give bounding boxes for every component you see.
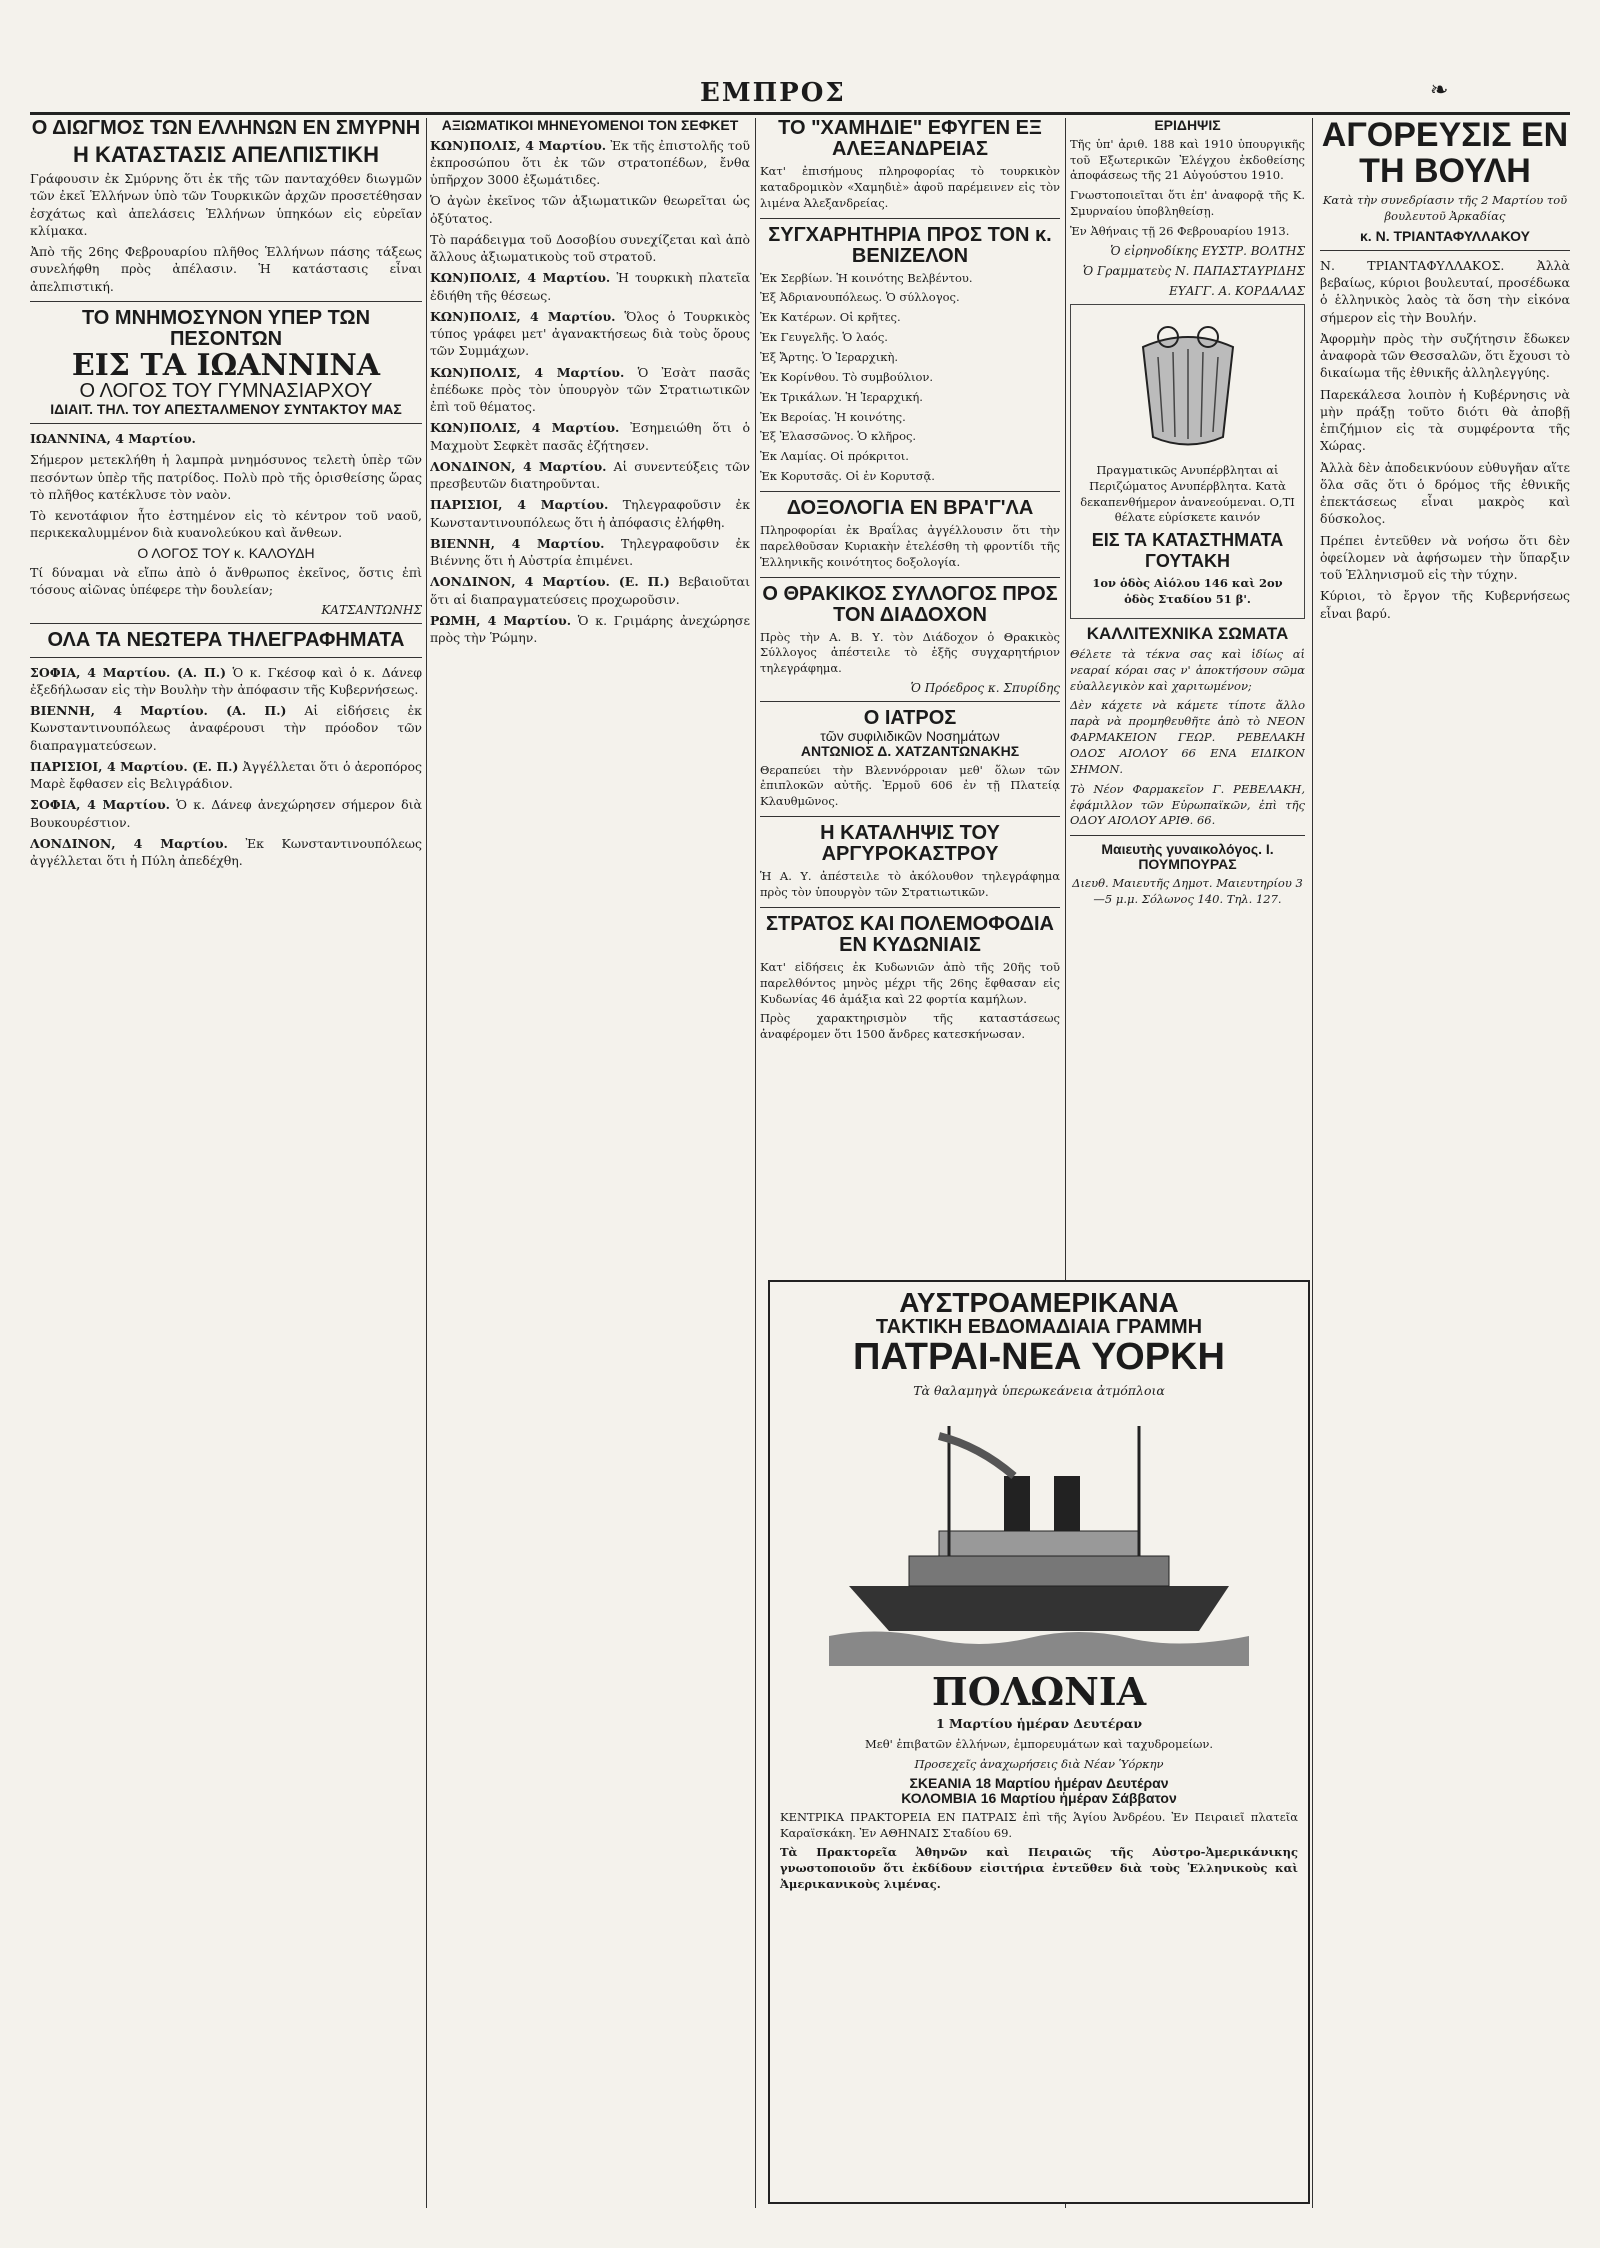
article-paragraph: Ἡ Α. Υ. ἀπέστειλε τὸ ἀκόλουθον τηλεγράφημα πρὸς τὸν ὑπουργὸν τῶν Στρατιωτικῶν. [760, 869, 1060, 899]
ad-paragraph: Τὰ Πρακτορεῖα Ἀθηνῶν καὶ Πειραιῶς τῆς Αὐστρο-Ἀμερικάνικης γνωστοποιοῦν ὅτι ἐκδίδουν εἰσιτήρια ἐντεῦθεν διὰ τοὺς Ἑλληνικοὺς καὶ Ἀμερικανικοὺς λιμένας. [780, 1845, 1298, 1892]
telegram-text: Ὁ κ. Γριμάρης ἀνεχώρησε πρὸς τὴν Ῥώμην. [430, 612, 750, 646]
dateline: ΠΑΡΙΣΙΟΙ, 4 Μαρτίου. (Ε. Π.) [30, 758, 239, 774]
ship-departure-date: 1 Μαρτίου ἡμέραν Δευτέραν [935, 1716, 1143, 1732]
article-paragraph: Παρεκάλεσα λοιπὸν ἡ Κυβέρνησις νὰ μὴν πράξῃ τοῦτο διότι θὰ ἀποβῇ ἐπιζήμιον εἰς τὰ συμφέροντα τῆς Χώρας. [1320, 386, 1570, 454]
column-1 [30, 118, 422, 2208]
telegram-text: Ὅλος ὁ Τουρκικὸς τύπος γράφει μετ' ἀγανακτήσεως διὰ τοὺς ὅρους τῶν Συμμάχων. [430, 308, 750, 359]
dateline: ΛΟΝΔΙΝΟΝ, 4 Μαρτίου. [30, 835, 228, 851]
ship-name: ΠΟΛΩΝΙΑ [931, 1668, 1147, 1714]
notice-paragraph: Τῆς ὑπ' ἀριθ. 188 καὶ 1910 ὑπουργικῆς τοῦ Εξωτερικῶν Ἐλέγχου ἐκδοθείσης ἀποφάσεως τῆς 21 Αὐγούστου 1910. [1070, 136, 1305, 183]
telegram-text: Ὁ κ. Γκέσοφ καὶ ὁ κ. Δάνεφ ἐξεδήλωσαν εἰς τὴν Βουλὴν τὴν ἀπόφασιν τῆς Κυβερνήσεως. [30, 664, 422, 697]
divider [30, 623, 422, 624]
column-divider [755, 118, 756, 2208]
column-4 [1070, 118, 1305, 1268]
headline-memorial: ΤΟ ΜΝΗΜΟΣΥΝΟΝ ΥΠΕΡ ΤΩΝ ΠΕΣΟΝΤΩΝ [81, 306, 371, 350]
divider [760, 577, 1060, 578]
article-paragraph: Τὸ κενοτάφιον ἦτο ἐστημένον εἰς τὸ κέντρον τοῦ ναοῦ, περικεκαλυμμένον διὰ κυανολεύκου καὶ ἄνθεων. [30, 508, 422, 541]
article-paragraph: Ἀφορμὴν πρὸς τὴν συζήτησιν ἔδωκεν ἀναφορὰ τῶν Θεσσαλῶν, ὅτι ἔχουσι τὸ δικαίωμα τῆς ἐθνικῆς ἀλληλεγγύης. [1320, 330, 1570, 381]
congratulations-item: Ἐκ Κορίνθου. Τὸ συμβούλιον. [760, 369, 934, 384]
divider [1070, 835, 1305, 836]
headline-telegrams: ΟΛΑ ΤΑ ΝΕΩΤΕΡΑ ΤΗΛΕΓΡΑΦΗΜΑΤΑ [47, 628, 405, 651]
subheadline: ΙΔΙΑΙΤ. ΤΗΛ. ΤΟΥ ΑΠΕΣΤΑΛΜΕΝΟΥ ΣΥΝΤΑΚΤΟΥ ΜΑΣ [50, 401, 402, 418]
article-paragraph: Τὸ παράδειγμα τοῦ Δοσοβίου συνεχίζεται καὶ ἀπὸ ἄλλους ἀξιωματικοὺς τοῦ στρατοῦ. [430, 231, 750, 265]
congratulations-item: Ἐκ Γευγελῆς. Ὁ λαός. [760, 330, 888, 345]
speech-subheading: Κατὰ τὴν συνεδρίασιν τῆς 2 Μαρτίου τοῦ βουλευτοῦ Ἀρκαδίας [1322, 193, 1568, 224]
congratulations-item: Ἐκ Σερβίων. Ἡ κοινότης Βελβέντου. [760, 270, 973, 285]
congratulations-item: Ἐκ Κορυτσᾶς. Οἱ ἐν Κορυτσᾷ. [760, 469, 935, 484]
divider [760, 218, 1060, 219]
telegram-text: Ἐκ τῆς ἐπιστολῆς τοῦ ἐκπροσώπου ὅτι ἐκ τῶν στρατοπέδων, ἔνθα ὑπῆρχον 3000 ἐξωμάτιδες. [430, 137, 750, 188]
headline-hamidie: ΤΟ "ΧΑΜΗΔΙΕ" ΕΦΥΓΕΝ ΕΞ ΑΛΕΞΑΝΔΡΕΙΑΣ [778, 118, 1042, 160]
dateline: ΛΟΝΔΙΝΟΝ, 4 Μαρτίου. (Ε. Π.) [430, 574, 670, 590]
column-divider [426, 118, 427, 2208]
headline-thracian: Ο ΘΡΑΚΙΚΟΣ ΣΥΛΛΟΓΟΣ ΠΡΟΣ ΤΟΝ ΔΙΑΔΟΧΟΝ [762, 582, 1058, 626]
telegram-text: Ἀγγέλλεται ὅτι ὁ ἀεροπόρος Μαρὲ ἔφθασεν εἰς Βελιγράδιον. [30, 758, 422, 792]
steamship-illustration [829, 1406, 1249, 1666]
article-paragraph: Τί δύναμαι νὰ εἴπω ἀπὸ ὁ ἄνθρωπος ἐκεῖνος, ὅστις ἐπὶ τόσους αἰῶνας ὑπέφερε τὴν δουλείαν; [30, 565, 422, 598]
divider [1320, 250, 1570, 251]
masthead [0, 70, 1600, 106]
divider [30, 301, 422, 302]
doctor-ad-heading: Μαιευτὴς γυναικολόγος. Ι. ΠΟΥΜΠΟΥΡΑΣ [1101, 841, 1274, 872]
article-paragraph: Γράφουσιν ἐκ Σμύρνης ὅτι ἐκ τῆς τῶν πανταχόθεν διωγμῶν τῶν ἐκεῖ Ἑλλήνων ὑπὸ τῶν Τουρκικῶν ἀρχῶν προσετέθησαν ἐσχάτως καὶ ἀπελάσεις Ἑλλήνων ὑπηκόων εἰς εὐρεῖαν κλίμακα. [30, 171, 422, 238]
ship-departure: ΣΚΕΑΝΙΑ 18 Μαρτίου ἡμέραν Δευτέραν [909, 1775, 1169, 1792]
signature: ΚΑΤΣΑΝΤΩΝΗΣ [321, 602, 422, 617]
divider [760, 816, 1060, 817]
headline-persecution: Ο ΔΙΩΓΜΟΣ ΤΩΝ ΕΛΛΗΝΩΝ ΕΝ ΣΜΥΡΝΗ [31, 118, 421, 139]
dateline: ΣΟΦΙΑ, 4 Μαρτίου. [30, 797, 171, 813]
shop-headline: ΕΙΣ ΤΑ ΚΑΤΑΣΤΗΜΑΤΑ ΓΟΥΤΑΚΗ [1091, 530, 1284, 572]
telegram-text: Αἱ εἰδήσεις ἐκ Κωνσταντινουπόλεως ἀναφέρουσι τὴν πρόοδον τῶν διαπραγματεύσεων. [30, 703, 422, 753]
dateline: ΣΟΦΙΑ, 4 Μαρτίου. (Α. Π.) [30, 664, 227, 680]
ad-headline-company: ΑΥΣΤΡΟΑΜΕΡΙΚΑΝΑ [899, 1287, 1179, 1318]
ad-subheading: Τὰ θαλαμηγὰ ὑπερωκεάνεια ἀτμόπλοια [913, 1383, 1165, 1399]
corset-illustration [1113, 317, 1263, 457]
headline-artistic-bodies: ΚΑΛΛΙΤΕΧΝΙΚΑ ΣΩΜΑΤΑ [1086, 624, 1289, 643]
article-paragraph: Πληροφορίαι ἐκ Βραΐλας ἀγγέλλουσιν ὅτι τὴν παρελθοῦσαν Κυριακὴν ἐτελέσθη τὴ φροντίδι τῆς Ἑλληνικῆς κοινότητος δοξολογία. [760, 523, 1060, 569]
ad-headline-line: ΤΑΚΤΙΚΗ ΕΒΔΟΜΑΔΙΑΙΑ ΓΡΑΜΜΗ [875, 1316, 1203, 1339]
headline-situation: Η ΚΑΤΑΣΤΑΣΙΣ ΑΠΕΛΠΙΣΤΙΚΗ [72, 142, 379, 167]
headline-kydoniai: ΣΤΡΑΤΟΣ ΚΑΙ ΠΟΛΕΜΟΦΟΔΙΑ ΕΝ ΚΥΔΩΝΙΑΙΣ [766, 912, 1054, 956]
article-paragraph: Κατ' ἐπισήμους πληροφορίας τὸ τουρκικὸν καταδρομικὸν «Χαμηδιὲ» ἀφοῦ παρέμεινεν εἰς τὸν λιμένα Ἀλεξανδρείας. [760, 164, 1060, 210]
corset-advertisement [1070, 304, 1305, 619]
corset-caption: Πραγματικῶς Ανυπέρβληται αἱ Περιζώματος Ανυπέρβλητα. Κατὰ δεκαπενθήμερον ἀνανεούμεναι. Ο,ΤΙ θέλατε εὑρίσκετε καινόν [1080, 462, 1295, 525]
headline-doctor: Ο ΙΑΤΡΟΣ [863, 707, 957, 730]
article-paragraph: Ὁ ἀγὼν ἐκεῖνος τῶν ἀξιωματικῶν θεωρεῖται ὡς ὀξύτατος. [430, 193, 750, 226]
doctor-specialty: τῶν συφιλιδικῶν Νοσημάτων [820, 728, 1000, 745]
congratulations-item: Ἐξ Ἄρτης. Ὁ Ἰεραρχικὴ. [760, 350, 898, 365]
dateline: ΡΩΜΗ, 4 Μαρτίου. [430, 612, 572, 628]
ad-paragraph: Τὸ Νέον Φαρμακεῖον Γ. ΡΕΒΕΛΑΚΗ, ἐφάμιλλον τῶν Εὐρωπαϊκῶν, ἐπὶ τῆς ΟΔΟΥ ΑΙΟΛΟΥ ΑΡΙΘ. 66. [1070, 781, 1305, 828]
column-2 [430, 118, 750, 2208]
article-paragraph: Θεραπεύει τὴν Βλεννόρροιαν μεθ' ὅλων τῶν ἐπιπλοκῶν αὐτῆς. Ἐρμοῦ 606 ἐν τῇ Πλατείᾳ Κλαυθμῶνος. [760, 762, 1060, 809]
telegram-text: Βεβαιοῦται ὅτι αἱ διαπραγματεύσεις προχωροῦσιν. [430, 574, 750, 607]
ad-paragraph: Θέλετε τὰ τέκνα σας καὶ ἰδίως αἱ νεαραί κόραι σας ν' ἀποκτήσουν σῶμα εὐαλλεγικὸν καὶ χαριτωμένον; [1070, 646, 1305, 693]
dateline: ΚΩΝ)ΠΟΛΙΣ, 4 Μαρτίου. [430, 364, 625, 380]
dateline: ΚΩΝ)ΠΟΛΙΣ, 4 Μαρτίου. [430, 137, 607, 153]
shipping-advertisement [768, 1280, 1310, 2204]
article-paragraph: Πρὸς χαρακτηρισμὸν τῆς καταστάσεως ἀναφέρομεν ὅτι 1500 ἄνδρες κατεσκήνωσαν. [760, 1011, 1060, 1042]
dateline: ΒΙΕΝΝΗ, 4 Μαρτίου. (Α. Π.) [30, 703, 287, 719]
ad-headline-route: ΠΑΤΡΑΙ-ΝΕΑ ΥΟΡΚΗ [853, 1336, 1225, 1379]
telegram-text: Ἡ τουρκικὴ πλατεῖα ἐδιήθη τῆς θέσεως. [430, 270, 750, 303]
article-paragraph: Ἀπὸ τῆς 26ης Φεβρουαρίου πλῆθος Ἑλλήνων πάσης τάξεως συνελήφθη πρὸς ἀπέλασιν. Ἡ κατάστασις εἶναι ἀπελπιστική. [30, 244, 422, 294]
speaker-name: κ. Ν. ΤΡΙΑΝΤΑΦΥΛΛΑΚΟΥ [1360, 228, 1530, 245]
ship-departure: ΚΟΛΟΜΒΙΑ 16 Μαρτίου ἡμέραν Σάββατον [901, 1790, 1177, 1807]
dateline: ΛΟΝΔΙΝΟΝ, 4 Μαρτίου. [430, 458, 607, 474]
congratulations-item: Ἐκ Κατέρων. Οἱ κρῆτες. [760, 310, 901, 325]
divider [760, 491, 1060, 492]
article-paragraph: Σήμερον μετεκλήθη ἡ λαμπρὰ μνημόσυνος τελετὴ ὑπὲρ τῶν πεσόντων ὑπὲρ τῆς πατρίδος. Πολὺ πρὸ τῆς ὁρισθείσης ὥρας τὸ πλῆθος κατέκλυσε τὸν ναὸν. [30, 452, 422, 502]
congratulations-item: Ἐξ Ἐλασσῶνος. Ὁ κλῆρος. [760, 429, 917, 444]
newspaper-title: ΕΜΠΡΟΣ [700, 78, 846, 108]
telegram-text: Αἱ συνεντεύξεις τῶν πρεσβευτῶν διατηροῦνται. [430, 458, 750, 492]
masthead-rule [30, 112, 1570, 115]
column-divider [1312, 118, 1313, 2208]
signature: Ὁ εἰρηνοδίκης ΕΥΣΤΡ. ΒΟΛΤΗΣ [1110, 243, 1305, 258]
headline-doxology: ΔΟΞΟΛΟΓΙΑ ΕΝ ΒΡΑ'Γ'ΛΑ [786, 497, 1034, 520]
notice-heading: ΕΡΙΔΗΨΙΣ [1154, 118, 1221, 133]
congratulations-item: Ἐξ Ἀδριανουπόλεως. Ὁ σύλλογος. [760, 290, 960, 305]
notice-paragraph: Γνωστοποιεῖται ὅτι ἐπ' ἀναφορᾷ τῆς Κ. Σμυρναίου ὑποβληθείσῃ. [1070, 188, 1305, 219]
notice-paragraph: Ἐν Ἀθήναις τῇ 26 Φεβρουαρίου 1913. [1070, 223, 1290, 238]
ad-paragraph: Προσεχεῖς ἀναχωρήσεις διὰ Νέαν Ὑόρκην [914, 1756, 1164, 1771]
article-paragraph: Κατ' εἰδήσεις ἐκ Κυδωνιῶν ἀπὸ τῆς 20ῆς τοῦ παρελθόντος μηνὸς μέχρι τῆς 26ης ἔφθασαν εἰς Κυδωνίας 46 ἁμάξια καὶ 22 φορτία καμήλων. [760, 959, 1060, 1006]
dateline: ΚΩΝ)ΠΟΛΙΣ, 4 Μαρτίου. [430, 270, 611, 286]
signature: Ὁ Πρόεδρος κ. Σπυρίδης [910, 681, 1060, 696]
article-paragraph: Κύριοι, τὸ ἔργον τῆς Κυβερνήσεως εἶναι βαρύ. [1320, 588, 1570, 621]
article-paragraph: Πρὸς τὴν Α. Β. Υ. τὸν Διάδοχον ὁ Θρακικὸς Σύλλογος ἀπέστειλε τὸ ἑξῆς συγχαρητήριον τηλεγράφημα. [760, 629, 1060, 676]
article-paragraph: Ν. ΤΡΙΑΝΤΑΦΥΛΛΑΚΟΣ. Ἀλλὰ βεβαίως, κύριοι βουλευταί, προσέδωκα ὁ ἑλληνικὸς λαὸς τὰ ὅση τὴν εἰκόνα σήμερον εἰς τὴν Βουλήν. [1320, 257, 1570, 325]
ad-paragraph: ΚΕΝΤΡΙΚΑ ΠΡΑΚΤΟΡΕΙΑ ΕΝ ΠΑΤΡΑΙΣ ἐπὶ τῆς Ἁγίου Ἀνδρέου. Ἐν Πειραιεῖ πλατεῖα Καραϊσκάκη. Ἐν ΑΘΗΝΑΙΣ Σταδίου 69. [780, 1809, 1298, 1840]
telegram-text: Ὁ κ. Δάνεφ ἀνεχώρησεν σήμερον διὰ Βουκουρέστιον. [30, 797, 422, 830]
dateline: ΚΩΝ)ΠΟΛΙΣ, 4 Μαρτίου. [430, 308, 616, 324]
dateline: ΙΩΑΝΝΙΝΑ, 4 Μαρτίου. [30, 431, 196, 447]
congratulations-item: Ἐκ Τρικάλων. Ἡ Ἱεραρχική. [760, 389, 923, 404]
divider [30, 423, 422, 424]
telegram-text: Ἐκ Κωνσταντινουπόλεως ἀγγέλλεται ὅτι ἡ Πύλη ἀπεδέχθη. [30, 835, 422, 869]
column-5 [1320, 118, 1570, 2208]
divider [760, 907, 1060, 908]
article-paragraph: Πρέπει ἐντεῦθεν νὰ νοήσω ὅτι δὲν ὀφείλομεν νὰ ἀφήσωμεν τὴν ὕπαρξιν τοῦ Ἑλληνισμοῦ εἰς τὴν τύχην. [1320, 532, 1570, 583]
doctor-name: ΑΝΤΩΝΙΟΣ Δ. ΧΑΤΖΑΝΤΩΝΑΚΗΣ [800, 742, 1020, 759]
article-subhead: ΑΞΙΩΜΑΤΙΚΟΙ ΜΗΝΕΥΟΜΕΝΟΙ ΤΟΝ ΣΕΦΚΕΤ [441, 118, 739, 133]
dateline: ΚΩΝ)ΠΟΛΙΣ, 4 Μαρτίου. [430, 420, 620, 436]
signature: Ὁ Γραμματεὺς Ν. ΠΑΠΑΣΤΑΥΡΙΔΗΣ [1082, 263, 1305, 278]
headline-congratulations: ΣΥΓΧΑΡΗΤΗΡΙΑ ΠΡΟΣ ΤΟΝ κ. ΒΕΝΙΖΕΛΟΝ [768, 223, 1052, 267]
telegram-text: Ὁ Ἐσὰτ πασᾶς ἐπέδωκε πρὸς τὸν ὑπουργὸν τῶν Στρατιωτικῶν ἐπὶ τοῦ θέματος. [430, 364, 750, 415]
headline-parliament: ΑΓΟΡΕΥΣΙΣ ΕΝ ΤΗ ΒΟΥΛΗ [1321, 118, 1569, 190]
shop-address: 1ον ὁδὸς Αἰόλου 146 καὶ 2ον ὁδὸς Σταδίου 51 β'. [1092, 576, 1283, 607]
ad-paragraph: Μεθ' ἐπιβατῶν ἐλλήνων, ἐμπορευμάτων καὶ ταχυδρομείων. [864, 1736, 1214, 1751]
telegram-text: Τηλεγραφοῦσιν ἐκ Βιέννης ὅτι ἡ Αὐστρία ἐπιμένει. [430, 535, 750, 569]
headline-argyrokastro: Η ΚΑΤΑΛΗΨΙΣ ΤΟΥ ΑΡΓΥΡΟΚΑΣΤΡΟΥ [820, 822, 1000, 866]
doctor-ad-address: Διευθ. Μαιευτῆς Δημοτ. Μαιευτηρίου 3—5 μ.μ. Σόλωνος 140. Τηλ. 127. [1072, 875, 1303, 906]
headline-ioannina: ΕΙΣ ΤΑ ΙΩΑΝΝΙΝΑ [71, 347, 381, 383]
signature: ΕΥΑΓΓ. Α. ΚΟΡΔΑΛΑΣ [1169, 283, 1305, 298]
ad-paragraph: Δὲν κάχετε νὰ κάμετε τίποτε ἄλλο παρὰ νὰ προμηθευθῆτε ἀπὸ τὸ ΝΕΟΝ ΦΑΡΜΑΚΕΙΟΝ ΓΕΩΡ. ΡΕΒΕΛΑΚΗ ΟΔΟΣ ΑΙΟΛΟΥ 66 ΕΝΑ ΕΙΔΙΚΟΝ ΣΗΜΟΝ. [1070, 698, 1305, 776]
divider [760, 701, 1060, 702]
congratulations-list [760, 271, 1060, 485]
divider [30, 657, 422, 658]
dateline: ΒΙΕΝΝΗ, 4 Μαρτίου. [430, 535, 605, 551]
speech-title: Ο ΛΟΓΟΣ ΤΟΥ κ. ΚΑΛΟΥΔΗ [137, 544, 315, 561]
ornament-icon: ❧ [1430, 78, 1449, 103]
congratulations-item: Ἐκ Λαμίας. Οἱ πρόκριτοι. [760, 449, 909, 464]
article-paragraph: Ἀλλὰ δὲν ἀποδεικνύουν εὐθυγῆαν αἵτε ὅλα σᾶς ὅτι ὁ δρόμος τῆς ἐθνικῆς ἐπεκτάσεως εἶναι μακρὸς καὶ δύσκολος. [1320, 459, 1570, 527]
headline-speech: Ο ΛΟΓΟΣ ΤΟΥ ΓΥΜΝΑΣΙΑΡΧΟΥ [79, 380, 373, 403]
dateline: ΠΑΡΙΣΙΟΙ, 4 Μαρτίου. [430, 497, 609, 513]
telegram-text: Τηλεγραφοῦσιν ἐκ Κωνσταντινουπόλεως ὅτι ἡ ἀπόφασις ἐλήφθη. [430, 497, 750, 530]
telegram-text: Ἐσημειώθη ὅτι ὁ Μαχμοὺτ Σεφκὲτ πασᾶς ἐζήτησεν. [430, 420, 750, 453]
congratulations-item: Ἐκ Βεροίας. Ἡ κοινότης. [760, 409, 906, 424]
